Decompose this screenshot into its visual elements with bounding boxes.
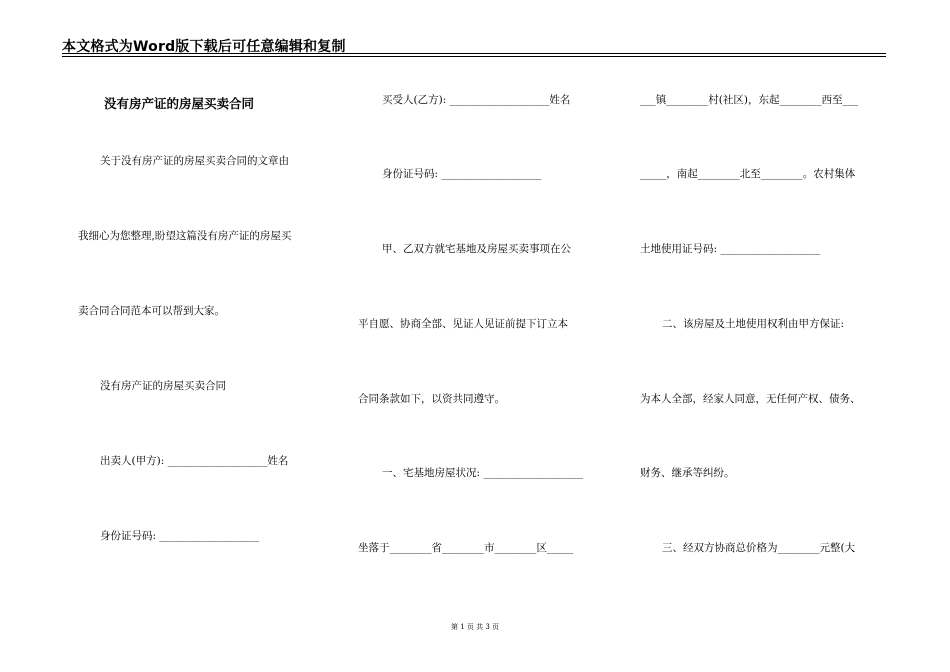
- middle-line-3: 甲、乙双方就宅基地及房屋买卖事项在公: [382, 243, 571, 255]
- header-rule-thin: [62, 56, 886, 57]
- contract-title: 没有房产证的房屋买卖合同: [104, 96, 255, 111]
- homestead-status-line: 一、宅基地房屋状况: ___________________: [382, 467, 584, 479]
- page-footer: 第 1 页 共 3 页: [450, 623, 500, 631]
- buyer-name-line: 买受人(乙方): ___________________姓名: [382, 94, 571, 106]
- left-line-4: 没有房产证的房屋买卖合同: [100, 380, 226, 392]
- land-cert-line: 土地使用证号码: ___________________: [640, 243, 821, 255]
- price-line: 三、经双方协商总价格为________元整(大: [662, 542, 856, 554]
- document-banner: 本文格式为Word版下载后可任意编辑和复制: [62, 39, 346, 55]
- right-line-4: 二、该房屋及土地使用权利由甲方保证:: [662, 318, 845, 330]
- seller-name-line: 出卖人(甲方): ___________________姓名: [100, 455, 289, 467]
- middle-line-4: 平自愿、协商全部、见证人见证前提下订立本: [358, 318, 568, 330]
- header-rule-thick: [62, 53, 886, 54]
- right-line-5: 为本人全部，经家人同意，无任何产权、债务、: [640, 393, 861, 405]
- location-line: 坐落于________省________市________区_____: [358, 542, 574, 554]
- left-line-3: 卖合同合同范本可以帮到大家。: [78, 305, 225, 317]
- right-line-6: 财务、继承等纠纷。: [640, 467, 735, 479]
- buyer-id-line: 身份证号码: ___________________: [382, 168, 542, 180]
- seller-id-line: 身份证号码: ___________________: [100, 530, 260, 542]
- left-line-2: 我细心为您整理,盼望这篇没有房产证的房屋买: [78, 230, 292, 242]
- left-line-1: 关于没有房产证的房屋买卖合同的文章由: [100, 155, 289, 167]
- middle-line-5: 合同条款如下，以资共同遵守。: [358, 393, 505, 405]
- right-line-2: _____，南起________北至________。农村集体: [640, 168, 856, 180]
- right-line-1: ___镇________村(社区)，东起________西至___: [640, 94, 859, 106]
